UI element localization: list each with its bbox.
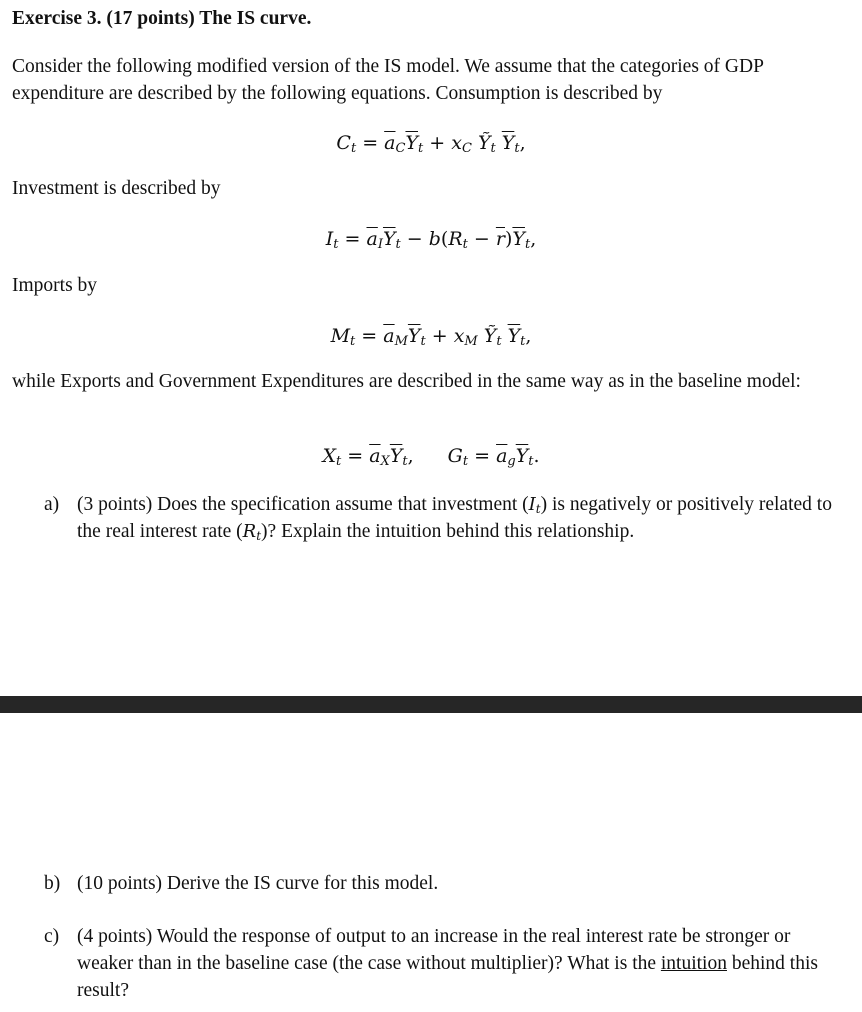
question-a-text: (3 points) Does the specification assume that investment $(I_t)$ is negatively or positively related to the real interest rate $(R_t)$? Explain the intuition behind this relationship. bbox=[77, 494, 832, 543]
exports-government-equations bbox=[0, 443, 862, 470]
question-c-letter: c) bbox=[44, 926, 60, 947]
intro-paragraph: Consider the following modified version of the IS model. We assume that the categories of GDP expenditure are described by the following equations. Consumption is described by bbox=[12, 56, 764, 104]
page-separator-bar bbox=[0, 696, 862, 713]
question-c-text: (4 points) Would the response of output to an increase in the real interest rate be stronger or weaker than in the baseline case (the case without multiplier)? What is the intuition behind this result? bbox=[77, 926, 818, 1001]
question-a-letter: a) bbox=[44, 494, 60, 515]
exports-equation: $X_t = \overline{a}_X\overline{Y}_t$, bbox=[322, 445, 414, 469]
exports-government-text: while Exports and Government Expenditures are described in the same way as in the baseline model: bbox=[12, 371, 801, 392]
consumption-equation: $C_t = \overline{a}_C\overline{Y}_t + x_C$ Ỹ$_t$ $\overline{Y}_t$, bbox=[336, 132, 526, 156]
question-b-letter: b) bbox=[44, 873, 61, 894]
exercise-title: Exercise 3. (17 points) The IS curve. bbox=[12, 8, 312, 29]
investment-lead-text: Investment is described by bbox=[12, 178, 221, 199]
imports-equation: $M_t = \overline{a}_M\overline{Y}_t + x_M$ Ỹ$_t$ $\overline{Y}_t$, bbox=[330, 325, 532, 349]
imports-lead-text: Imports by bbox=[12, 275, 98, 296]
intuition-underlined-word: intuition bbox=[660, 953, 727, 974]
government-equation: $G_t = \overline{a}_g\overline{Y}_t$. bbox=[447, 445, 540, 469]
question-b-text: (10 points) Derive the IS curve for this model. bbox=[77, 873, 439, 894]
investment-equation: $I_t = \overline{a}_I\overline{Y}_t - b(R_t - \overline{r})\overline{Y}_t$, bbox=[325, 228, 537, 252]
